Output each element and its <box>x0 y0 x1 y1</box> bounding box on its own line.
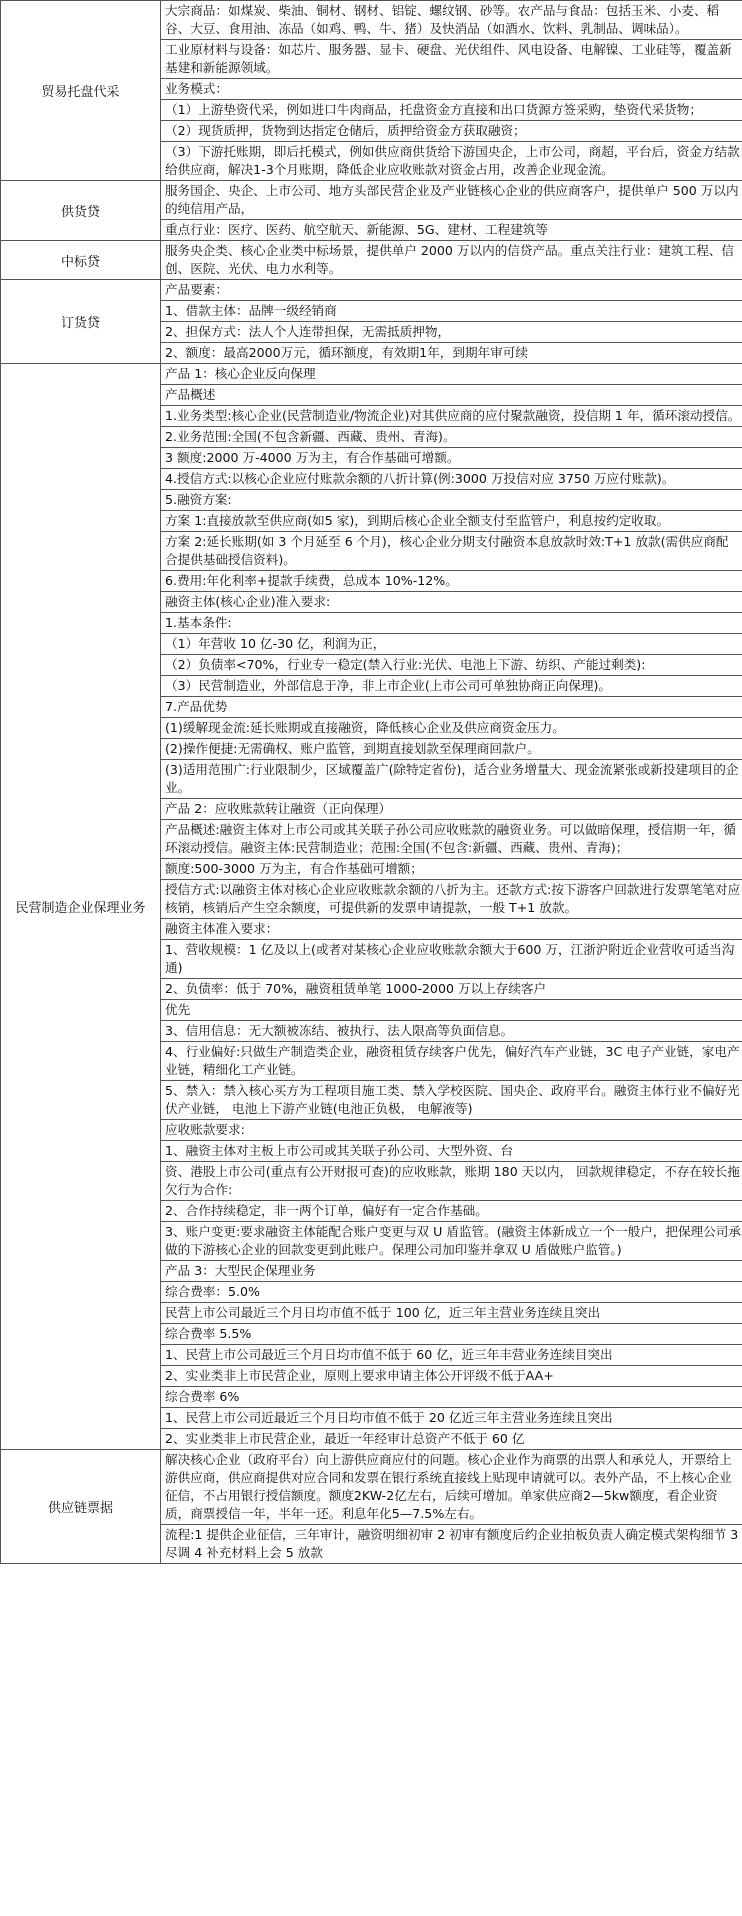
content-line: 7.产品优势 <box>161 697 742 718</box>
content-line: 1.基本条件: <box>161 613 742 634</box>
content-line: （3）民营制造业，外部信息于净，非上市企业(上市公司可单独协商正向保理)。 <box>161 676 742 697</box>
section-row <box>1 181 742 241</box>
content-line: （1）上游垫资代采，例如进口牛肉商品，托盘资金方直接和出口货源方签采购，垫资代采货物； <box>161 100 742 121</box>
section-label: 贸易托盘代采 <box>1 1 161 181</box>
content-line: （1）年营收 10 亿-30 亿，利润为正， <box>161 634 742 655</box>
content-line: 5、禁入：禁入核心买方为工程项目施工类、禁入学校医院、国央企、政府平台。融资主体行业不偏好光伏产业链， 电池上下游产业链(电池正负极， 电解液等) <box>161 1081 742 1120</box>
content-line: 2、额度：最高2000万元，循环额度，有效期1年，到期年审可续 <box>165 345 528 360</box>
content-line: 融资主体准入要求： <box>161 919 742 940</box>
content-line: 5.融资方案: <box>161 490 742 511</box>
content-line: 大宗商品：如煤炭、柴油、铜材、钢材、铝锭、螺纹钢、砂等。农产品与食品：包括玉米、小麦、稻谷、大豆、食用油、冻品（如鸡、鸭、牛、猪）及快消品（如酒水、饮料、乳制品、调味品）。 <box>161 1 742 40</box>
content-line: （2）现货质押，货物到达指定仓储后，质押给资金方获取融资； <box>161 121 742 142</box>
content-line: 产品概述:融资主体对上市公司或其关联子孙公司应收账款的融资业务。可以做暗保理，授信期一年，循环滚动授信。融资主体:民营制造业；范围:全国(不包含:新疆、西藏、贵州、青海)； <box>161 820 742 859</box>
section-row <box>1 1450 742 1564</box>
content-line: 1.业务类型:核心企业(民营制造业/物流企业)对其供应商的应付聚款融资，投信期 1 年，循环滚动授信。 <box>161 406 742 427</box>
content-line: 4、行业偏好:只做生产制造类企业，融资租赁存续客户优先，偏好汽车产业链，3C 电子产业链，家电产业链，精细化工产业链。 <box>161 1042 742 1081</box>
section-label: 中标贷 <box>1 241 161 280</box>
content-line: 产品 2：应收账款转让融资（正向保理） <box>161 799 742 820</box>
content-line: 3、信用信息：无大额被冻结、被执行、法人限高等负面信息。 <box>161 1021 742 1042</box>
content-line: 民营上市公司最近三个月日均市值不低于 100 亿，近三年主营业务连续且突出 <box>161 1303 742 1324</box>
content-line: 流程:1 提供企业征信，三年审计，融资明细初审 2 初审有额度后约企业拍板负责人确定模式架构细节 3 尽调 4 补充材料上会 5 放款 <box>165 1527 739 1560</box>
section-row <box>1 364 742 1450</box>
content-line: 综合费率 5.5% <box>161 1324 742 1345</box>
section-content <box>161 1 742 181</box>
content-line: 额度:500-3000 万为主，有合作基础可增额； <box>161 859 742 880</box>
content-line: 方案 1:直接放款至供应商(如5 家)，到期后核心企业全额支付至监管户，利息按约定收取。 <box>161 511 742 532</box>
section-content <box>161 181 742 241</box>
section-label: 订货贷 <box>1 280 161 364</box>
content-line: 应收账款要求: <box>161 1120 742 1141</box>
content-line: 资、港股上市公司(重点有公开财报可查)的应收账款，账期 180 天以内， 回款规律稳定，不存在较长拖欠行为合作: <box>161 1162 742 1201</box>
content-line: （3）下游托账期，即后托模式，例如供应商供货给下游国央企，上市公司，商超，平台后，资金方结款给供应商，解决1-3个月账期，降低企业应收账款对资金占用，改善企业现金流。 <box>165 144 740 177</box>
content-line: （2）负债率<70%，行业专一稳定(禁入行业:光伏、电池上下游、纺织、产能过剩类): <box>161 655 742 676</box>
content-line: 2、担保方式：法人个人连带担保，无需抵质押物， <box>161 322 742 343</box>
content-line: 工业原材料与设备：如芯片、服务器、显卡、硬盘、光伏组件、风电设备、电解镍、工业硅等，覆盖新基建和新能源领域。 <box>161 40 742 79</box>
content-line: 产品概述 <box>161 385 742 406</box>
content-line: 优先 <box>161 1000 742 1021</box>
content-line: 业务模式： <box>161 79 742 100</box>
content-line: 4.授信方式:以核心企业应付账款余额的八折计算(例:3000 万投信对应 3750 万应付账款)。 <box>161 469 742 490</box>
content-line: 1、融资主体对主板上市公司或其关联子孙公司、大型外资、台 <box>161 1141 742 1162</box>
table-body <box>1 1 742 1564</box>
content-line: (3)适用范围广:行业限制少，区域覆盖广(除特定省份)，适合业务增量大、现金流紧张或新投建项目的企业。 <box>161 760 742 799</box>
content-line: 6.费用:年化利率+提款手续费，总成本 10%-12%。 <box>161 571 742 592</box>
section-row <box>1 280 742 364</box>
section-row <box>1 241 742 280</box>
content-line: 解决核心企业（政府平台）向上游供应商应付的问题。核心企业作为商票的出票人和承兑人，开票给上游供应商，供应商提供对应合同和发票在银行系统直接线上贴现申请就可以。表外产品，不上核心企业征信，不占用银行授信额度。额度2KW-2亿左右，后续可增加。单家供应商2—5kw额度，看企业资质，商票授信一年，半年一还。利息年化5—7.5%左右。 <box>161 1450 742 1525</box>
section-row <box>1 1 742 181</box>
section-label: 供货贷 <box>1 181 161 241</box>
section-label: 民营制造企业保理业务 <box>1 364 161 1450</box>
content-line: 2.业务范围:全国(不包含新疆、西藏、贵州、青海)。 <box>161 427 742 448</box>
content-line: 2、实业类非上市民营企业，原则上要求申请主体公开评级不低于AA+ <box>161 1366 742 1387</box>
content-line: 方案 2:延长账期(如 3 个月延至 6 个月)，核心企业分期支付融资本息放款时效:T+1 放款(需供应商配合提供基础授信资料)。 <box>161 532 742 571</box>
content-line: 服务央企类、核心企业类中标场景，提供单户 2000 万以内的信贷产品。重点关注行业：建筑工程、信创、医院、光伏、电力水利等。 <box>165 243 734 276</box>
content-line: 综合费率 6% <box>161 1387 742 1408</box>
content-line: 服务国企、央企、上市公司、地方头部民营企业及产业链核心企业的供应商客户，提供单户 500 万以内的纯信用产品， <box>161 181 742 220</box>
content-line: 2、负债率：低于 70%，融资租赁单笔 1000-2000 万以上存续客户 <box>161 979 742 1000</box>
content-line: 产品 3：大型民企保理业务 <box>161 1261 742 1282</box>
section-label: 供应链票据 <box>1 1450 161 1564</box>
content-line: 产品 1：核心企业反向保理 <box>161 364 742 385</box>
section-content <box>161 241 742 280</box>
content-line: 融资主体(核心企业)准入要求: <box>161 592 742 613</box>
content-line: 1、借款主体：品牌一级经销商 <box>161 301 742 322</box>
content-line: 授信方式:以融资主体对核心企业应收账款余额的八折为主。还款方式:按下游客户回款进行发票笔笔对应核销，核销后产生空余额度，可提供新的发票申请提款，一般 T+1 放款。 <box>161 880 742 919</box>
content-line: 产品要素： <box>161 280 742 301</box>
content-line: 3 额度:2000 万-4000 万为主，有合作基础可增额。 <box>161 448 742 469</box>
content-line: 3、账户变更:要求融资主体能配合账户变更与双 U 盾监管。(融资主体新成立一个一般户，把保理公司承做的下游核心企业的回款变更到此账户。保理公司加印鉴并拿双 U 盾做账户监管。) <box>161 1222 742 1261</box>
section-content <box>161 364 742 1450</box>
content-line: 综合费率：5.0% <box>161 1282 742 1303</box>
content-line: 重点行业：医疗、医药、航空航天、新能源、5G、建材、工程建筑等 <box>165 222 548 237</box>
content-line: (2)操作便捷:无需确权、账户监管，到期直接划款至保理商回款户。 <box>161 739 742 760</box>
content-line: 2、实业类非上市民营企业，最近一年经审计总资产不低于 60 亿 <box>165 1431 525 1446</box>
content-line: 1、营收规模：1 亿及以上(或者对某核心企业应收账款余额大于600 万，江浙沪附近企业营收可适当沟通) <box>161 940 742 979</box>
content-line: 1、民营上市公司近最近三个月日均市值不低于 20 亿近三年主营业务连续且突出 <box>161 1408 742 1429</box>
content-line: (1)缓解现金流:延长账期或直接融资，降低核心企业及供应商资金压力。 <box>161 718 742 739</box>
section-content <box>161 1450 742 1564</box>
section-content <box>161 280 742 364</box>
content-line: 1、民营上市公司最近三个月日均市值不低于 60 亿，近三年丰营业务连续目突出 <box>161 1345 742 1366</box>
content-line: 2、合作持续稳定，非一两个订单，偏好有一定合作基础。 <box>161 1201 742 1222</box>
